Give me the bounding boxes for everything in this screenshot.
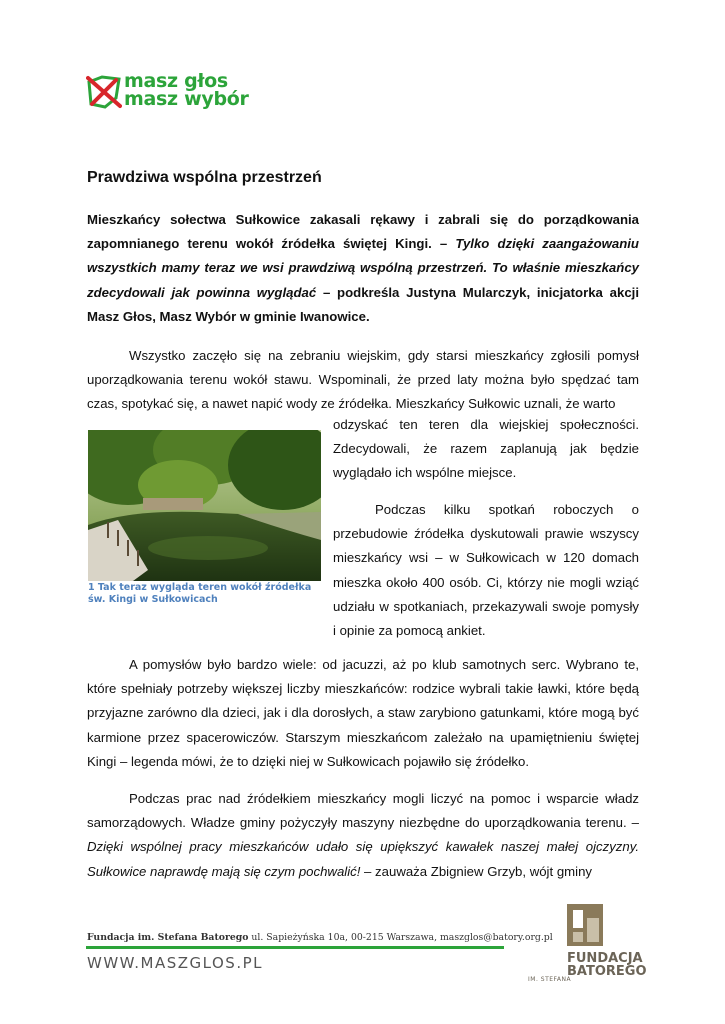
paragraph-3: A pomysłów było bardzo wiele: od jacuzzi, aż po klub samotnych serc. Wybrano te, które spełniały potrzeby większej liczby mieszkańców: rodzice wybrali takie ławki, które będą przyjazne zarówno dla dzieci, jak i dla dorosłych, a staw zarybiono gatunkami, które mogą być karmione przez spacerowiczów. Starszym mieszkańcom zależało na upamiętnieniu świętej Kingi – legenda mówi, że to dzięki niej w Sułkowicach pojawiło się źródełko.	[87, 657, 639, 769]
footer-website-link[interactable]: WWW.MASZGLOS.PL	[87, 954, 263, 972]
article-title: Prawdziwa wspólna przestrzeń	[87, 169, 322, 186]
lead-paragraph	[87, 208, 639, 329]
logo-line-1: masz głos	[124, 70, 228, 92]
pond-photo-image	[88, 430, 321, 581]
fb-line-2: BATOREGO	[567, 964, 647, 979]
masz-glos-logo	[86, 72, 256, 114]
paragraph-1: Wszystko zaczęło się na zebraniu wiejskim, gdy starsi mieszkańcy zgłosili pomysł uporządkowania terenu wokół stawu. Wspominali, że przed laty można było spędzać tam czas, spotykać się, a nawet napić wody ze źródełka. Mieszkańcy Sułkowic uznali, że warto	[87, 348, 639, 412]
fb-small-text: IM. STEFANA	[528, 976, 572, 983]
paragraph-4-end: – zauważa Zbigniew Grzyb, wójt gminy	[360, 863, 592, 879]
footer-org: Fundacja im. Stefana Batorego	[87, 932, 249, 943]
photo-caption: 1 Tak teraz wygląda teren wokół źródełka św. Kingi w Sułkowicach	[88, 582, 312, 605]
footer-address-text: ul. Sapieżyńska 10a, 00-215 Warszawa, maszglos@batory.org.pl	[248, 932, 553, 943]
footer-address	[87, 932, 553, 943]
lead-text-1: Mieszkańcy sołectwa Sułkowice zakasali rękawy i zabrali się do porządkowania zapomnianego terenu wokół źródełka świętej Kingi. –	[87, 212, 639, 252]
paragraph-1-continued: odzyskać ten teren dla wiejskiej społeczności. Zdecydowali, że razem zaplanują jak będzie wyglądało ich wspólne miejsce.	[333, 417, 639, 481]
paragraph-4-quote: Dzięki wspólnej pracy mieszkańców udało się upiększyć kawałek naszej małej ojczyzny. Sułkowice naprawdę mają się czym pochwalić!	[87, 839, 639, 879]
fb-line-1: FUNDACJA	[567, 951, 643, 966]
logo-text	[124, 72, 249, 108]
paragraph-2: Podczas kilku spotkań roboczych o przebudowie źródełka dyskutowali prawie wszyscy mieszkańcy wsi – w Sułkowicach w 120 domach mieszka około 400 osób. Ci, którzy nie mogli wziąć udziału w spotkaniach, przekazywali swoje pomysły i opinie za pomocą ankiet.	[333, 502, 639, 639]
ballot-x-icon	[86, 74, 122, 110]
lead-text-2: – podkreśla Justyna Mularczyk, inicjatorka akcji Masz Głos, Masz Wybór w gminie Iwanowice.	[87, 284, 639, 324]
paragraph-4-text: Podczas prac nad źródełkiem mieszkańcy mogli liczyć na pomoc i wsparcie władz samorządowych. Władze gminy pożyczyły maszyny niezbędne do uporządkowania terenu. –	[87, 791, 639, 831]
lead-quote: Tylko dzięki zaangażowaniu wszystkich mamy teraz we wsi prawdziwą wspólną przestrzeń. To właśnie mieszkańcy zdecydowali jak powinna wyglądać	[87, 236, 639, 300]
footer-divider	[86, 946, 504, 949]
pond-photo	[88, 430, 321, 581]
logo-line-2: masz wybór	[124, 88, 249, 110]
paragraph-4	[87, 787, 639, 884]
fundacja-batorego-wordmark	[567, 951, 647, 979]
fundacja-batorego-logo-icon	[567, 904, 603, 946]
